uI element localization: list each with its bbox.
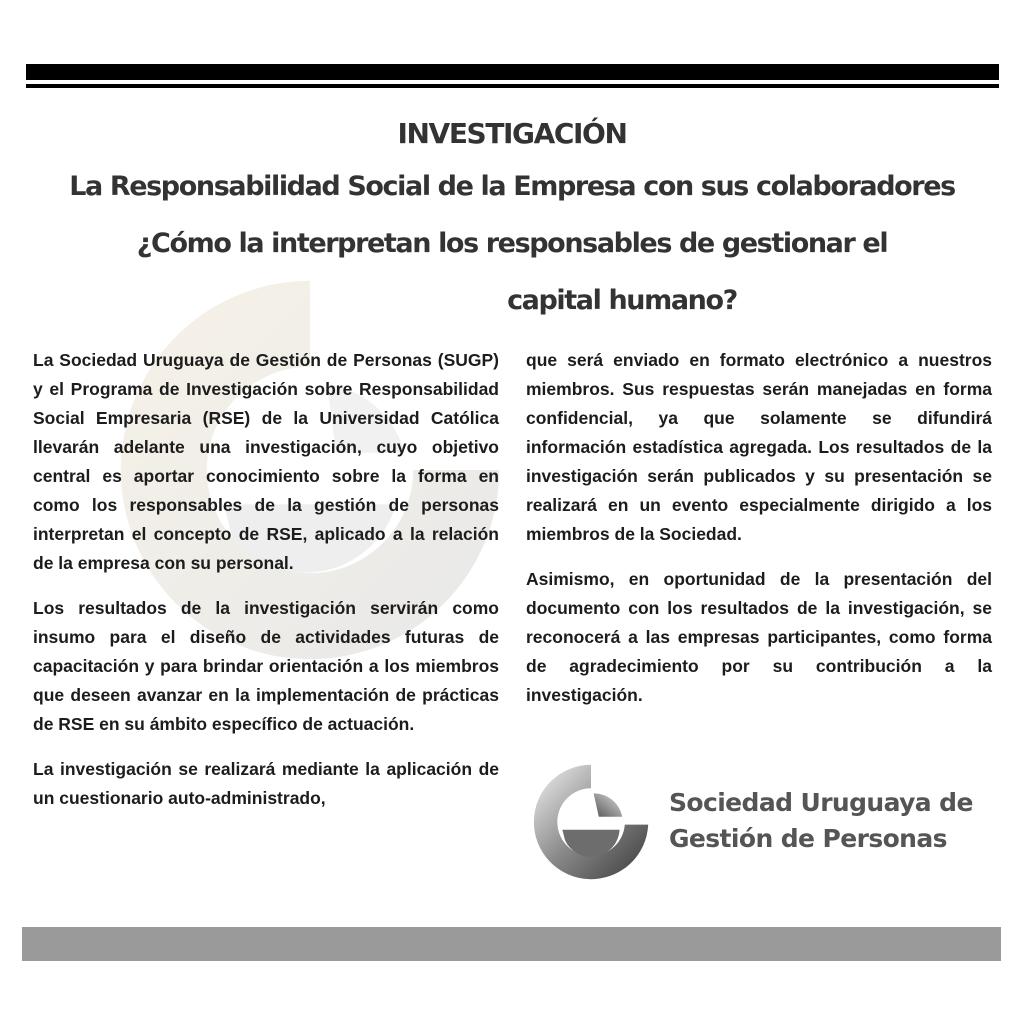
paragraph-results-use: Los resultados de la investigación servirán como insumo para el diseño de actividades futuras de capacitación y para brindar orientación a los miembros que deseen avanzar en la implementación de prácticas de RSE en su ámbito específico de actuación. (33, 598, 499, 734)
footer-band (22, 927, 1001, 961)
document-heading: INVESTIGACIÓN (397, 117, 627, 150)
document-title-block (20, 110, 1004, 329)
paragraph-intro: La Sociedad Uruguaya de Gestión de Personas (SUGP) y el Programa de Investigación sobre Responsabilidad Social Empresaria (RSE) de la Universidad Católica llevarán adelante una investigación, cuyo objetivo central es aportar conocimiento sobre la forma en como los responsables de la gestión de personas interpretan el concepto de RSE, aplicado a la relación de la empresa con su personal. (33, 350, 499, 573)
logo-text-line-1: Sociedad Uruguaya de (669, 788, 973, 817)
body-column-left (33, 346, 499, 829)
sugp-logo (526, 755, 996, 890)
paragraph-method-continued: que será enviado en formato electrónico a nuestros miembros. Sus respuestas serán manejadas en forma confidencial, ya que solamente se difundirá información estadística agregada. Los resultados de la investigación serán publicados y su presentación se realizará en un evento especialmente dirigido a los miembros de la Sociedad. (526, 350, 992, 544)
logo-text (669, 785, 973, 857)
top-rule-thick (26, 64, 999, 80)
sugp-swirl-logo-icon (526, 757, 656, 887)
body-column-right (526, 346, 992, 726)
subtitle-line-2: ¿Cómo la interpretan los responsables de gestionar el (136, 228, 888, 259)
subtitle-line-3: capital humano? (507, 285, 737, 316)
paragraph-method: La investigación se realizará mediante la aplicación de un cuestionario auto-administrado, (33, 759, 499, 808)
logo-text-line-2: Gestión de Personas (669, 824, 947, 853)
paragraph-recognition: Asimismo, en oportunidad de la presentación del documento con los resultados de la investigación, se reconocerá a las empresas participantes, como forma de agradecimiento por su contribución a la investigación. (526, 569, 992, 705)
top-rule-thin (26, 84, 999, 88)
subtitle-line-1: La Responsabilidad Social de la Empresa con sus colaboradores (69, 171, 955, 202)
